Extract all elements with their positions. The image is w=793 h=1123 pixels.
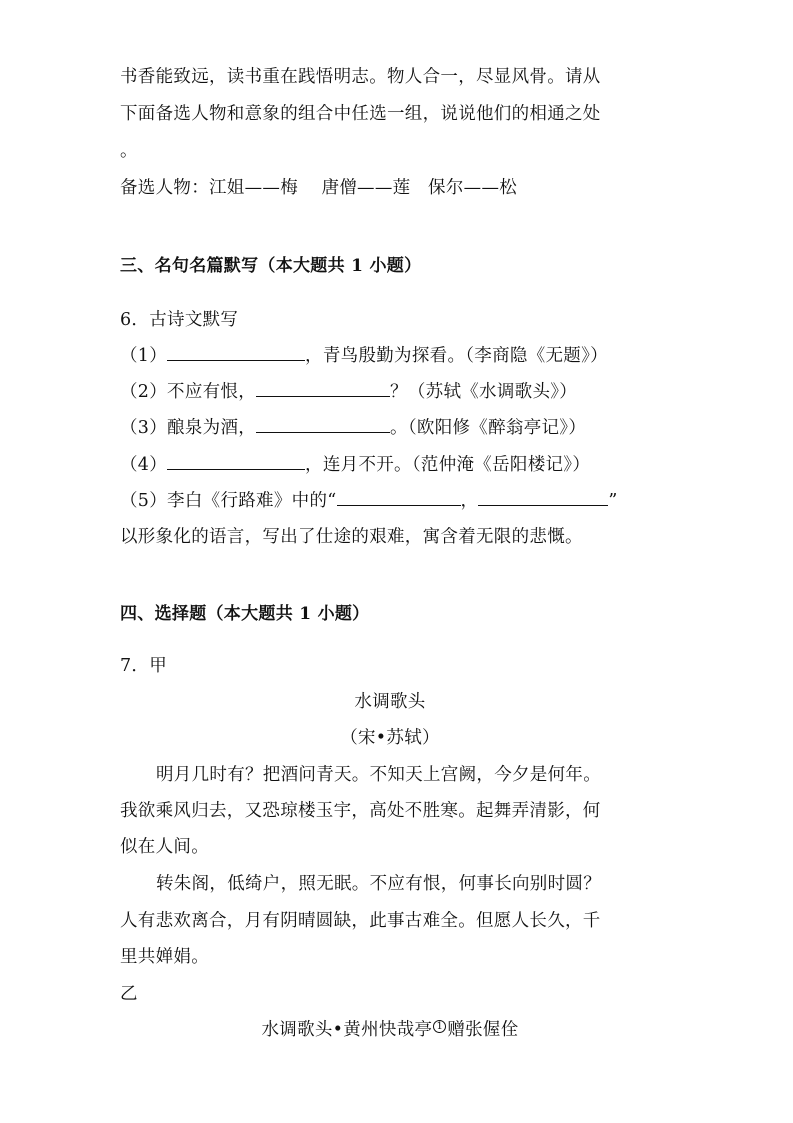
q6-item-3-pre: 酿泉为酒， <box>167 418 257 438</box>
yi-label: 乙 <box>120 984 138 1004</box>
q6-item-3-post: 。（欧阳修《醉翁亭记》） <box>390 418 587 438</box>
poem-1-p2-line-3: 里共婵娟。 <box>120 947 209 967</box>
section-3-heading: 三、名句名篇默写（本大题共 1 小题） <box>120 256 422 276</box>
intro-line-3: 。 <box>120 141 138 161</box>
poem-1-p1-line-1: 明月几时有？把酒问青天。不知天上宫阙，今夕是何年。 <box>156 765 601 785</box>
q6-item-5 <box>120 489 618 512</box>
q6-item-5-post: ” <box>608 491 618 511</box>
q6-item-4-post: ，连月不开。（范仲淹《岳阳楼记》） <box>305 455 591 475</box>
q6-item-3-blank[interactable] <box>256 416 390 433</box>
q6-item-2-blank[interactable] <box>256 380 390 397</box>
q6-item-2 <box>120 380 577 403</box>
poem-1-p1-line-3: 似在人间。 <box>120 837 209 857</box>
q6-item-3 <box>120 416 586 439</box>
q6-item-5-blank-a[interactable] <box>337 489 461 506</box>
q6-item-1 <box>120 344 608 367</box>
q6-item-5-pre: 李白《行路难》中的“ <box>167 491 337 511</box>
q6-item-1-blank[interactable] <box>167 344 305 361</box>
poem-1-p2-line-1: 转朱阁，低绮户，照无眠。不应有恨，何事长向别时圆？ <box>156 874 601 894</box>
poem-1-p1-line-2: 我欲乘风归去，又恐琼楼玉宇，高处不胜寒。起舞弄清影，何 <box>120 801 601 821</box>
q6-item-5-mid: ， <box>460 491 479 511</box>
q6-item-4-num: （4） <box>120 455 168 475</box>
intro-line-1: 书香能致远，读书重在践悟明志。物人合一，尽显风骨。请从 <box>120 67 601 87</box>
poem-1-title: 水调歌头 <box>354 692 426 712</box>
question-6-title: 6．古诗文默写 <box>120 310 239 330</box>
q6-item-5-line-2: 以形象化的语言，写出了仕途的艰难，寓含着无限的悲慨。 <box>120 527 583 547</box>
q6-item-5-num: （5） <box>120 491 168 511</box>
q6-item-2-post: ？（苏轼《水调歌头》） <box>390 382 578 402</box>
q6-item-3-num: （3） <box>120 418 168 438</box>
q6-item-4-blank[interactable] <box>167 453 305 470</box>
section-4-heading: 四、选择题（本大题共 1 小题） <box>120 604 370 624</box>
q6-item-1-num: （1） <box>120 346 168 366</box>
q6-item-2-pre: 不应有恨， <box>167 382 257 402</box>
q6-item-2-num: （2） <box>120 382 168 402</box>
q6-item-1-post: ，青鸟殷勤为探看。（李商隐《无题》） <box>305 346 608 366</box>
q6-item-4 <box>120 453 590 476</box>
poem-2-title-pre: 水调歌头•黄州快哉亭 <box>261 1020 433 1040</box>
q6-item-5-blank-b[interactable] <box>478 489 608 506</box>
poem-1-author: （宋•苏轼） <box>340 728 440 748</box>
footnote-marker: 1 <box>433 1020 446 1033</box>
question-7-label: 7．甲 <box>120 656 168 676</box>
intro-candidates: 备选人物：江姐——梅 唐僧——莲 保尔——松 <box>120 178 518 198</box>
document-page <box>120 0 660 1123</box>
poem-2-title <box>120 1019 660 1041</box>
poem-2-title-post: 赠张偓佺 <box>447 1020 519 1040</box>
intro-line-2: 下面备选人物和意象的组合中任选一组，说说他们的相通之处 <box>120 104 601 124</box>
poem-1-p2-line-2: 人有悲欢离合，月有阴晴圆缺，此事古难全。但愿人长久，千 <box>120 911 601 931</box>
